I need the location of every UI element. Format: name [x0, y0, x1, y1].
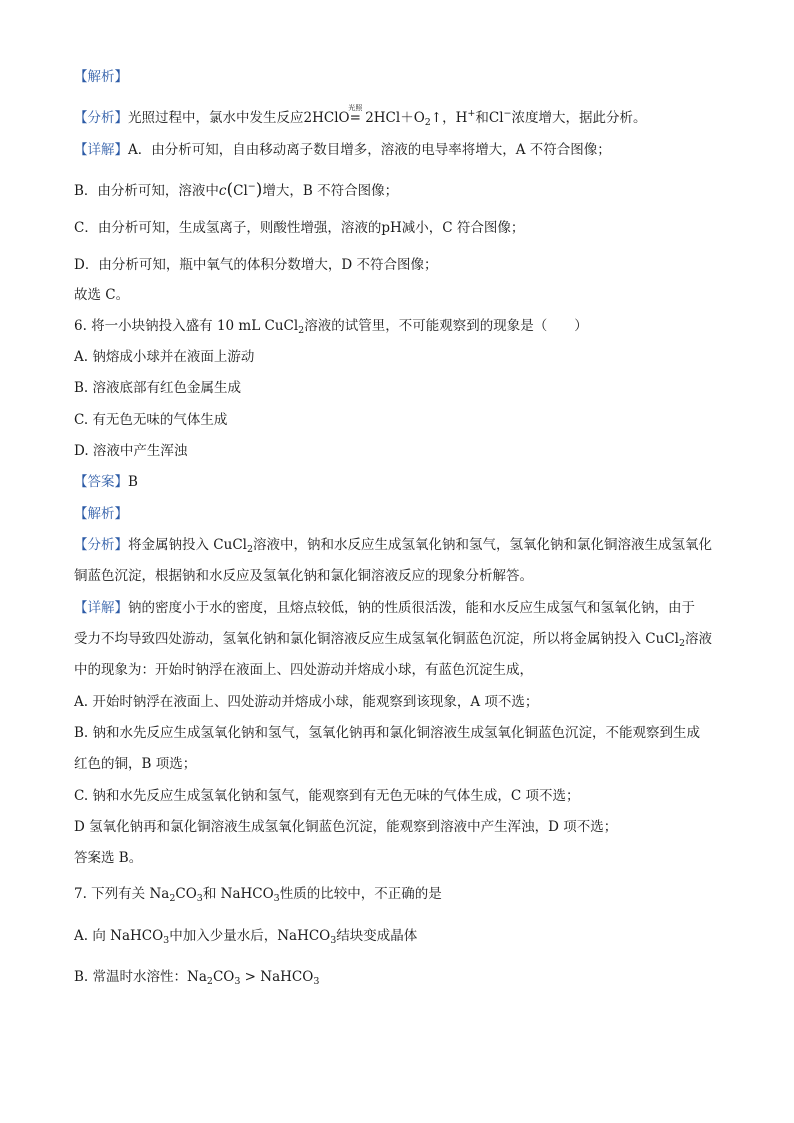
jiexi-tag: 【解析】: [74, 69, 128, 85]
question-7-option-b: B. 常温时水溶性：$Na_2CO_3$ > NaHCO$_3$: [74, 969, 320, 987]
question-6-detail-3: 中的现象为：开始时钠浮在液面上、四处游动并熔成小球，有蓝色沉淀生成，: [74, 662, 533, 678]
analysis-detail-b: B．由分析可知，溶液中c(Cl−)增大，B 不符合图像；: [74, 180, 399, 200]
question-6-explain-b2: 红色的铜，B 项选；: [74, 756, 197, 772]
question-6-conclusion: 答案选 B。: [74, 850, 143, 866]
question-6-explain-d: D 氢氧化钠再和氯化铜溶液生成氢氧化铜蓝色沉淀，能观察到溶液中产生浑浊，D 项不选；: [74, 819, 618, 835]
question-6-jiexi: 【解析】: [74, 506, 128, 522]
question-6-detail-1: 【详解】钠的密度小于水的密度，且熔点较低，钠的性质很活泼，能和水反应生成氢气和氢氧化钠，由于: [74, 600, 695, 616]
analysis-heading: [74, 67, 128, 87]
conclusion-5: 故选 C。: [74, 287, 130, 303]
question-7-option-a: A. 向 NaHCO$_3$中加入少量水后，NaHCO$_3$结块变成晶体: [74, 928, 418, 946]
question-6-option-d: D. 溶液中产生浑浊: [74, 443, 188, 459]
photolysis-equation: 2HClO 光照 = $2HCl+O_2↑$: [303, 104, 443, 128]
question-6-explain-c: C. 钠和水先反应生成氢氧化钠和氢气，能观察到有无色无味的气体生成，C 项不选；: [74, 788, 580, 804]
question-6-answer: 【答案】B: [74, 474, 138, 490]
analysis-fenxi-line: 【分析】光照过程中，氯水中发生反应2HClO 光照 = $2HCl+O_2↑$，H+和Cl−浓度增大，据此分析。: [74, 104, 647, 128]
question-7-stem: 7. 下列有关 $Na_2CO_3$和 NaHCO$_3$性质的比较中，不正确的是: [74, 886, 442, 904]
question-6-option-b: B. 溶液底部有红色金属生成: [74, 380, 242, 396]
analysis-detail-a: 【详解】A．由分析可知，自由移动离子数目增多，溶液的电导率将增大，A 不符合图像；: [74, 142, 611, 158]
question-6-option-c: C. 有无色无味的气体生成: [74, 412, 228, 428]
question-6-detail-2: 受力不均导致四处游动，氢氧化钠和氯化铜溶液反应生成氢氧化铜蓝色沉淀，所以将金属钠投入 CuCl$_2$溶液: [74, 631, 713, 649]
question-6-fenxi-2: 铜蓝色沉淀，根据钠和水反应及氢氧化钠和氯化铜溶液反应的现象分析解答。: [74, 568, 533, 584]
analysis-detail-c: C．由分析可知，生成氢离子，则酸性增强，溶液的pH减小，C 符合图像；: [74, 220, 525, 236]
question-6-explain-a: A. 开始时钠浮在液面上、四处游动并熔成小球，能观察到该现象，A 项不选；: [74, 694, 539, 710]
question-6-explain-b1: B. 钠和水先反应生成氢氧化钠和氢气，氢氧化钠再和氯化铜溶液生成氢氧化铜蓝色沉淀，不能观察到生成: [74, 725, 701, 741]
question-6-stem: 6. 将一小块钠投入盛有 10 mL CuCl$_2$溶液的试管里，不可能观察到的现象是（ ）: [74, 318, 588, 336]
question-6-option-a: A. 钠熔成小球并在液面上游动: [74, 349, 255, 365]
analysis-detail-d: D．由分析可知，瓶中氧气的体积分数增大，D 不符合图像；: [74, 257, 438, 273]
question-6-fenxi-1: 【分析】将金属钠投入 CuCl$_2$溶液中，钠和水反应生成氢氧化钠和氢气，氢氧化钠和氯化铜溶液生成氢氧化: [74, 537, 713, 555]
